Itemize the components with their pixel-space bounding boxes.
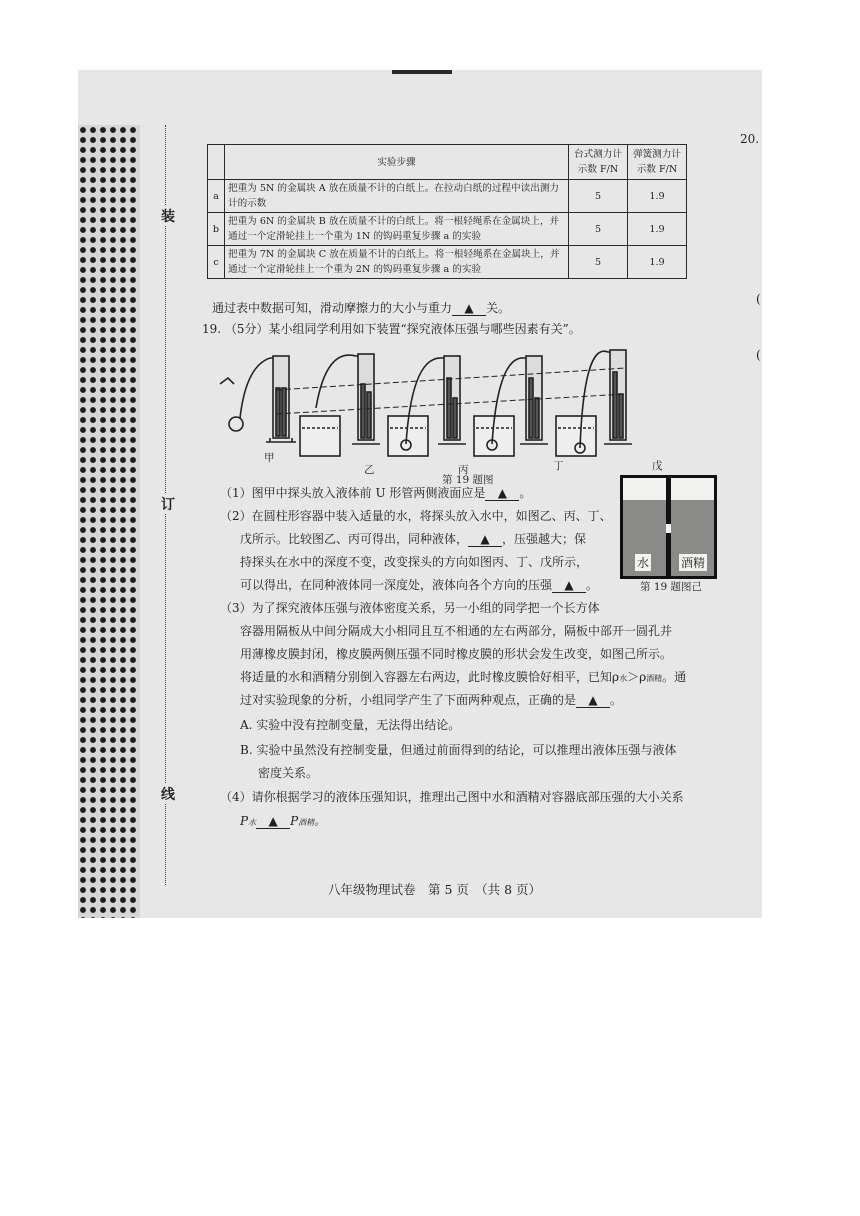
answer-blank: ▲: [576, 693, 610, 708]
row-id: c: [208, 246, 225, 279]
q19-part1-end: 。: [519, 486, 532, 500]
table-header-spring: 弹簧测力计示数 F/N: [628, 145, 687, 180]
q19-part2-text: 戊所示。比较图乙、丙可得出，同种液体，: [240, 532, 469, 546]
table-header-scale: 台式测力计示数 F/N: [569, 145, 628, 180]
q19-title: 19. （5分）某小组同学利用如下装置“探究液体压强与哪些因素有关”。: [202, 322, 581, 336]
alcohol-label: 酒精: [681, 556, 706, 570]
p-alcohol: P: [290, 814, 299, 828]
exam-page: [78, 70, 762, 918]
rubber-membrane: [666, 524, 671, 533]
side-paren: (: [756, 348, 761, 362]
experiment-table: [207, 144, 687, 279]
row-scale-value: 5: [569, 180, 628, 213]
q19-part2-line4: [240, 576, 598, 593]
p-alcohol-sub: 酒精: [298, 818, 315, 827]
p-water-sub: 水: [248, 818, 257, 827]
side-paren: (: [756, 292, 761, 306]
q18-conclusion: [212, 299, 510, 316]
figure-label-wu: 戊: [652, 460, 663, 472]
rho-water-sub: 水: [619, 674, 628, 683]
figure-ji-caption: 第 19 题图己: [640, 581, 703, 593]
row-scale-value: 5: [569, 246, 628, 279]
q19-part3-text: 过对实验现象的分析，小组同学产生了下面两种观点，正确的是: [240, 693, 577, 707]
figure-ji-container: [620, 475, 717, 579]
answer-blank: ▲: [552, 578, 586, 593]
apparatus-yi: [300, 354, 380, 456]
answer-blank: ▲: [468, 532, 502, 547]
answer-blank: ▲: [256, 814, 290, 829]
table-row: [208, 246, 687, 279]
q19-part3-text: 将适量的水和酒精分别倒入容器左右两边，此时橡皮膜恰好相平，已知ρ: [240, 670, 620, 684]
question-20-number: 20.: [740, 132, 760, 146]
row-scale-value: 5: [569, 213, 628, 246]
q19-part3-line2: 容器用隔板从中间分隔成大小相同且互不相通的左右两部分，隔板中部开一圆孔并: [240, 624, 673, 638]
row-id: a: [208, 180, 225, 213]
q18-text-end: 关。: [486, 301, 511, 315]
row-spring-value: 1.9: [628, 213, 687, 246]
row-step: 把重为 5N 的金属块 A 放在质量不计的白纸上。在拉动白纸的过程中读出测力计的示数: [225, 180, 569, 213]
q19-part2-text-end: 。: [586, 578, 599, 592]
rho-compare: ＞ρ: [627, 670, 647, 684]
figure-label-jia: 甲: [264, 452, 275, 464]
apparatus-ding: [474, 356, 548, 456]
q19-part1: [220, 484, 531, 501]
q19-part3-text-end: 。: [610, 693, 623, 707]
row-step: 把重为 7N 的金属块 C 放在质量不计的白纸上。将一根轻绳系在金属块上，并通过一个定滑轮挂上一个重为 2N 的钩码重复步骤 a 的实验: [225, 246, 569, 279]
row-step: 把重为 6N 的金属块 B 放在质量不计的白纸上。将一根轻绳系在金属块上，并通过一个定滑轮挂上一个重为 1N 的钩码重复步骤 a 的实验: [225, 213, 569, 246]
apparatus-bing: [388, 356, 466, 456]
q19-part4-end: 。: [314, 814, 327, 828]
q19-part4-line2: [240, 812, 326, 829]
margin-char-xian: 线: [160, 784, 176, 804]
q19-part2-line2: [240, 530, 586, 547]
q19-part2-text: 可以得出，在同种液体同一深度处，液体向各个方向的压强: [240, 578, 553, 592]
row-spring-value: 1.9: [628, 180, 687, 213]
q18-text: 通过表中数据可知，滑动摩擦力的大小与重力: [212, 301, 453, 315]
table-header-blank: [208, 145, 225, 180]
row-spring-value: 1.9: [628, 246, 687, 279]
q19-part1-text: （1）图甲中探头放入液体前 U 形管两侧液面应是: [220, 486, 486, 500]
water-label: 水: [637, 556, 650, 570]
apparatus-jia: [220, 356, 296, 442]
q19-part4-line1: （4）请你根据学习的液体压强知识，推理出己图中水和酒精对容器底部压强的大小关系: [220, 790, 684, 804]
table-row: [208, 213, 687, 246]
option-b-line1: B. 实验中虽然没有控制变量，但通过前面得到的结论，可以推理出液体压强与液体: [240, 743, 677, 757]
option-a: A. 实验中没有控制变量，无法得出结论。: [240, 718, 461, 732]
q19-part3-text-end: 。通: [662, 670, 687, 684]
option-b-line2: 密度关系。: [258, 766, 319, 780]
answer-blank: ▲: [485, 486, 519, 501]
page-top-mark: [392, 70, 452, 74]
table-header-row: [208, 145, 687, 180]
q19-part2-text-end: ，压强越大；保: [502, 532, 587, 546]
page-footer: 八年级物理试卷 第 5 页 （共 8 页）: [328, 882, 542, 897]
q19-part2-line1: （2）在圆柱形容器中装入适量的水，将探头放入水中，如图乙、丙、丁、: [220, 509, 612, 523]
margin-char-ding: 订: [160, 494, 176, 514]
figure-label-bing: 丙: [458, 464, 469, 476]
figure-label-yi: 乙: [364, 464, 375, 476]
q19-part3-line5: [240, 691, 622, 708]
figure-caption: 第 19 题图: [442, 474, 494, 486]
q19-part2-line3: 持探头在水中的深度不变，改变探头的方向如图丙、丁、戊所示，: [240, 555, 589, 569]
row-id: b: [208, 213, 225, 246]
p-water: P: [240, 814, 249, 828]
figure-label-ding: 丁: [553, 460, 564, 472]
binding-margin-pattern: [78, 125, 140, 918]
table-header-steps: 实验步骤: [225, 145, 569, 180]
q19-part3-line4: [240, 668, 686, 685]
table-row: [208, 180, 687, 213]
q19-part3-line3: 用薄橡皮膜封闭，橡皮膜两侧压强不同时橡皮膜的形状会发生改变，如图己所示。: [240, 647, 673, 661]
margin-char-zhuang: 装: [160, 206, 176, 226]
apparatus-wu: [556, 350, 632, 456]
rho-alcohol-sub: 酒精: [646, 674, 663, 683]
q19-part3-line1: （3）为了探究液体压强与液体密度关系，另一小组的同学把一个长方体: [220, 601, 600, 615]
answer-blank: ▲: [452, 301, 486, 316]
